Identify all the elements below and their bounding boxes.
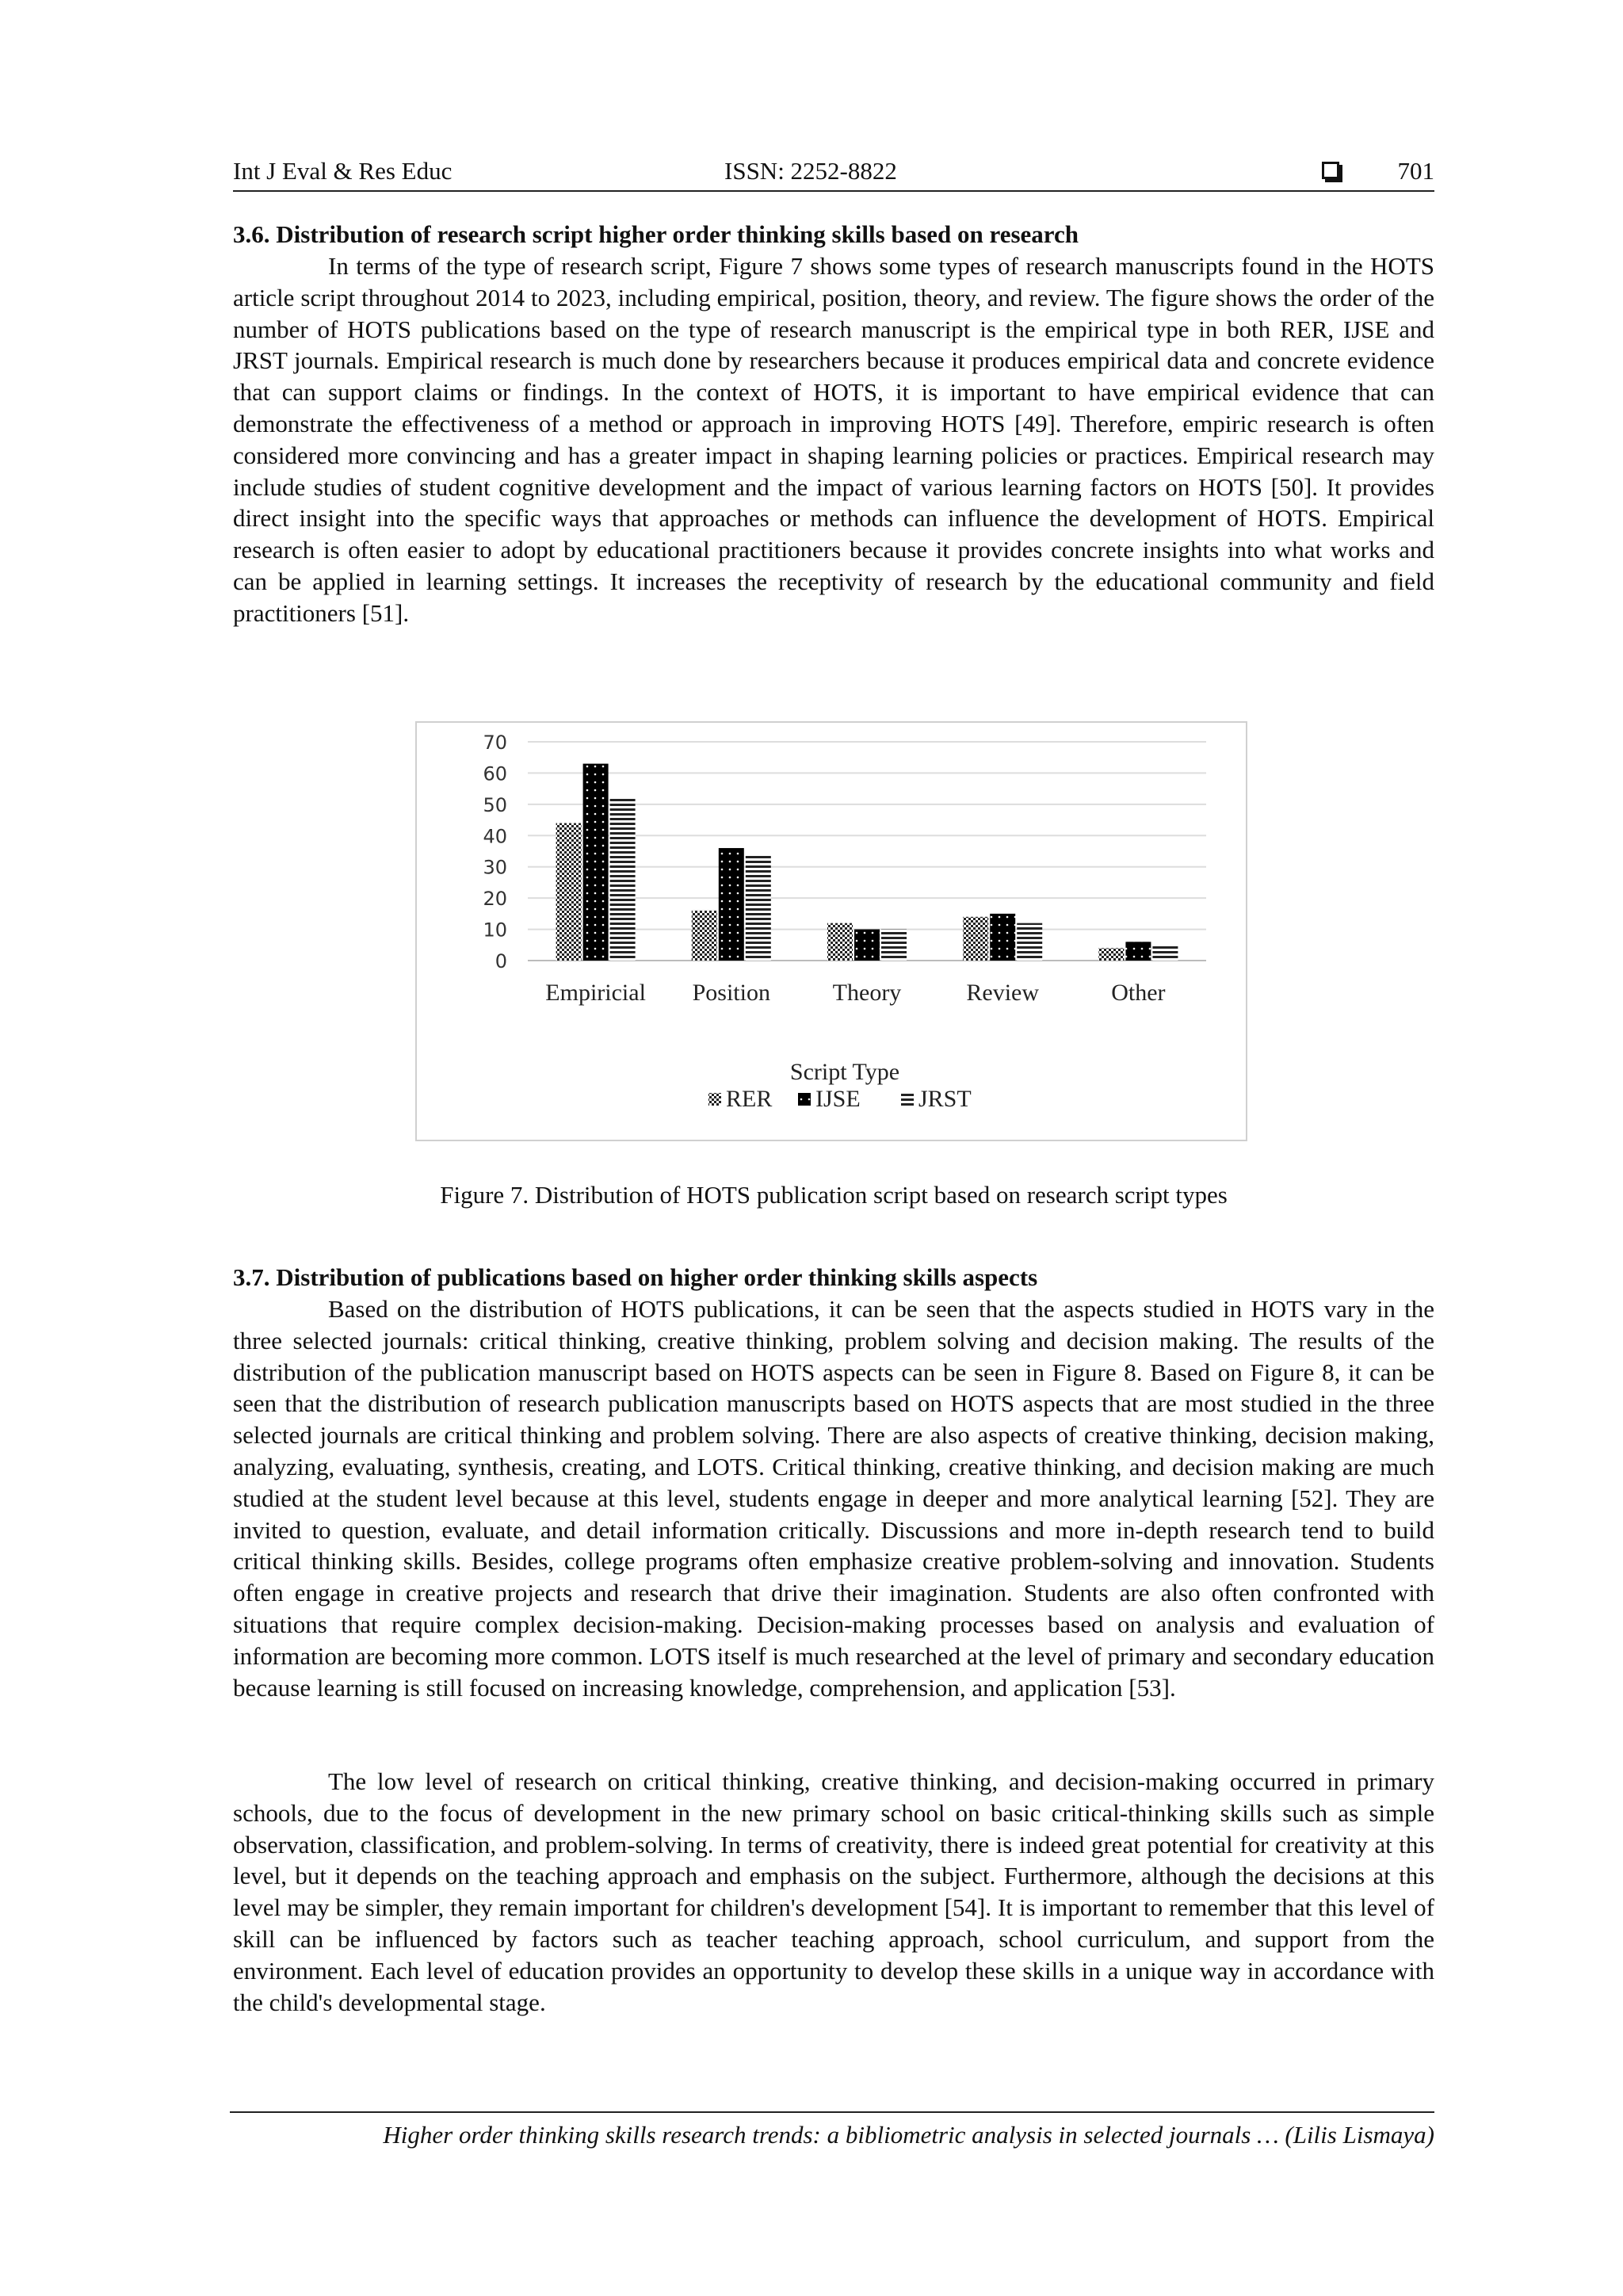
figure-caption: Figure 7. Distribution of HOTS publication script based on research script types [440, 1181, 1228, 1209]
legend-label-jrst: JRST [918, 1086, 972, 1112]
y-tick-label: 60 [483, 762, 507, 785]
x-axis-label: Script Type [789, 1059, 900, 1085]
bar-ijse-theory [854, 930, 880, 961]
legend-label-rer: RER [726, 1086, 773, 1112]
bar-ijse-other [1125, 942, 1151, 961]
legend-label-ijse: IJSE [815, 1086, 861, 1112]
bar-jrst-position [746, 854, 771, 961]
y-tick-label: 10 [483, 919, 507, 942]
y-tick-label: 0 [495, 950, 507, 972]
checkbox-square-icon [1322, 162, 1339, 179]
bar-ijse-empiricial [583, 764, 609, 961]
y-tick-label: 50 [483, 793, 507, 816]
bar-jrst-empiricial [610, 798, 636, 961]
legend-swatch-jrst [901, 1093, 914, 1106]
bar-rer-empiricial [556, 823, 582, 961]
bar-jrst-theory [881, 930, 907, 961]
bar-ijse-review [990, 914, 1015, 961]
legend-swatch-ijse [798, 1093, 811, 1106]
issn: ISSN: 2252-8822 [724, 157, 897, 185]
y-tick-label: 20 [483, 888, 507, 911]
bar-rer-theory [827, 923, 853, 961]
x-tick-label: Position [692, 980, 770, 1006]
figure-7-chart [415, 721, 1247, 1141]
bar-rer-review [963, 917, 988, 961]
page-number: 701 [1397, 157, 1434, 185]
x-tick-label: Other [1111, 980, 1166, 1006]
y-tick-label: 40 [483, 825, 507, 848]
x-tick-label: Review [966, 980, 1040, 1006]
bar-jrst-review [1017, 923, 1042, 961]
bar-ijse-position [719, 848, 744, 961]
section-3-7-paragraph-1: Based on the distribution of HOTS publications, it can be seen that the aspects studied in HOTS vary in the three selected journals: critical thinking, creative thinking, problem solving and decision making. The results of the distribution of the publication manuscript based on HOTS aspects can be seen in Figure 8. Based on Figure 8, it can be seen that the distribution of research publication manuscripts based on HOTS aspects that are most studied in the three selected journals are critical thinking and problem solving. There are also aspects of creative thinking, decision making, analyzing, evaluating, synthesis, creating, and LOTS. Critical thinking, creative thinking, and decision making are much studied at the student level because at this level, students engage in deeper and more analytical learning [52]. They are invited to question, evaluate, and detail information critically. Discussions and more in-depth research tend to build critical thinking skills. Besides, college programs often emphasize creative problem-solving and innovation. Students often engage in creative projects and research that drive their imagination. Students are also often confronted with situations that require complex decision-making. Decision-making processes based on analysis and evaluation of information are becoming more common. LOTS itself is much researched at the level of primary and secondary education because learning is still focused on increasing knowledge, comprehension, and application [53]. [233, 1295, 1434, 1702]
bar-jrst-other [1152, 945, 1178, 961]
running-title-footer: Higher order thinking skills research trends: a bibliometric analysis in selected journals … (Lilis Lismaya) [230, 2111, 1434, 2149]
section-3-7-paragraph-2: The low level of research on critical thinking, creative thinking, and decision-making occurred in primary schools, due to the focus of development in the new primary school on basic critical-thinking skills such as simple observation, classification, and problem-solving. In terms of creativity, there is indeed great potential for creativity at this level, but it depends on the teaching approach and emphasis on the subject. Furthermore, although the decisions at this level may be simpler, they remain important for children's development [54]. It is important to remember that this level of skill can be influenced by factors such as teacher teaching approach, school curriculum, and support from the environment. Each level of education provides an opportunity to develop these skills in a unique way in accordance with the child's developmental stage. [233, 1767, 1434, 2016]
legend-swatch-rer [708, 1093, 721, 1106]
section-heading-3-7: 3.7. Distribution of publications based on higher order thinking skills aspects [233, 1263, 1038, 1291]
page-header [233, 155, 1434, 192]
section-heading-3-6: 3.6. Distribution of research script higher order thinking skills based on research [233, 220, 1079, 248]
section-3-6-paragraph: In terms of the type of research script, Figure 7 shows some types of research manuscripts found in the HOTS article script throughout 2014 to 2023, including empirical, position, theory, and review. The figure shows the order of the number of HOTS publications based on the type of research manuscript is the empirical type in both RER, IJSE and JRST journals. Empirical research is much done by researchers because it produces empirical data and concrete evidence that can support claims or findings. In the context of HOTS, it is important to have empirical evidence that can demonstrate the effectiveness of a method or approach in improving HOTS [49]. Therefore, empiric research is often considered more convincing and has a greater impact in shaping learning policies or practices. Empirical research may include studies of student cognitive development and the impact of various learning factors on HOTS [50]. It provides direct insight into the specific ways that approaches or methods can influence the development of HOTS. Empirical research is often easier to adopt by educational practitioners because it provides concrete insights into what works and can be applied in learning settings. It increases the receptivity of research by the educational community and field practitioners [51]. [233, 252, 1434, 627]
x-tick-label: Empiricial [545, 980, 646, 1006]
bar-chart [417, 723, 1246, 1140]
y-tick-label: 70 [483, 732, 507, 754]
journal-name: Int J Eval & Res Educ [233, 157, 453, 185]
bar-rer-other [1098, 948, 1124, 961]
y-tick-label: 30 [483, 856, 507, 879]
bar-rer-position [692, 911, 717, 961]
x-tick-label: Theory [832, 980, 902, 1006]
